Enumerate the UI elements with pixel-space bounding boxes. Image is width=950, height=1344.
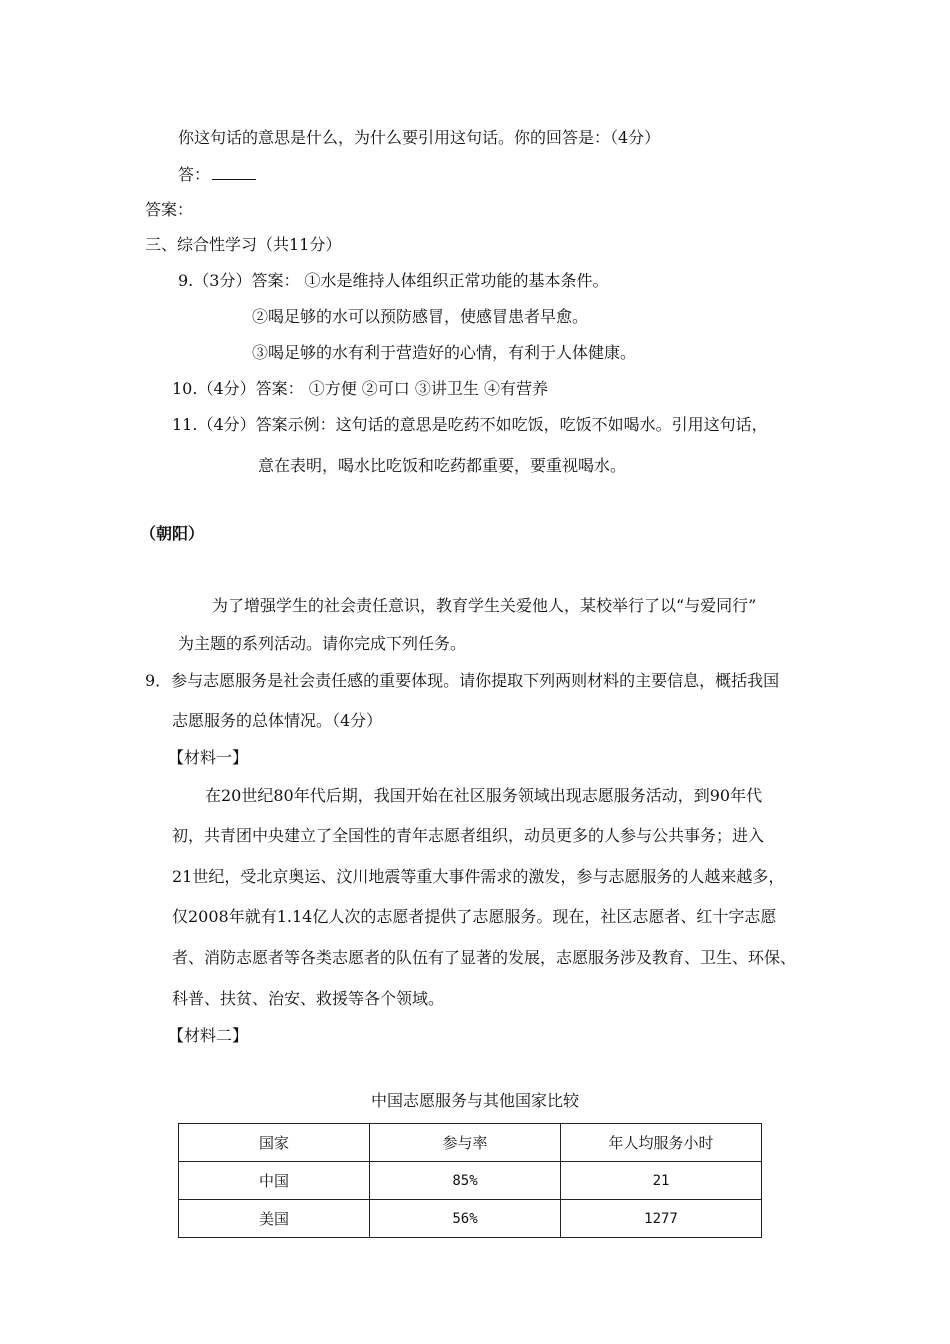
table-row <box>179 1162 762 1200</box>
table-header-row <box>179 1124 762 1162</box>
q9-answer-line3: ③喝足够的水有利于营造好的心情，有利于人体健康。 <box>252 343 637 362</box>
q9-answer-line2: ②喝足够的水可以预防感冒，使感冒患者早愈。 <box>252 307 589 326</box>
material1-line: 21世纪，受北京奥运、汶川地震等重大事件需求的激发，参与志愿服务的人越来越多， <box>172 867 785 886</box>
q11-answer-line1: 11.（4分）答案示例：这句话的意思是吃药不如吃饭，吃饭不如喝水。引用这句话， <box>172 415 768 434</box>
material1-line: 仅2008年就有1.14亿人次的志愿者提供了志愿服务。现在，社区志愿者、红十字志愿 <box>172 907 777 926</box>
column-header-hours: 年人均服务小时 <box>561 1124 762 1162</box>
material1-line: 者、消防志愿者等各类志愿者的队伍有了显著的发展，志愿服务涉及教育、卫生、环保、 <box>172 948 797 967</box>
intro-line1: 为了增强学生的社会责任意识，教育学生关爱他人，某校举行了以“与爱同行” <box>212 596 757 615</box>
material1-line: 初，共青团中央建立了全国性的青年志愿者组织，动员更多的人参与公共事务；进入 <box>172 826 765 845</box>
table-cell-hours: 1277 <box>561 1200 762 1238</box>
table-cell-rate: 85% <box>370 1162 561 1200</box>
district-heading: （朝阳） <box>140 524 205 543</box>
column-header-rate: 参与率 <box>370 1124 561 1162</box>
material1-line: 在20世纪80年代后期，我国开始在社区服务领域出现志愿服务活动，到90年代 <box>205 786 763 805</box>
table-row <box>179 1200 762 1238</box>
q9-answer-line1: 9.（3分）答案： ①水是维持人体组织正常功能的基本条件。 <box>178 271 609 290</box>
table-cell-hours: 21 <box>561 1162 762 1200</box>
answer-line <box>178 163 256 186</box>
question9-line1: 9．参与志愿服务是社会责任感的重要体现。请你提取下列两则材料的主要信息，概括我国 <box>145 671 780 690</box>
q11-answer-line2: 意在表明，喝水比吃饭和吃药都重要，要重视喝水。 <box>258 456 627 475</box>
column-header-country: 国家 <box>179 1124 370 1162</box>
table-title: 中国志愿服务与其他国家比较 <box>370 1091 579 1110</box>
q11-question: 你这句话的意思是什么，为什么要引用这句话。你的回答是：（4分） <box>178 128 661 147</box>
answer-blank[interactable] <box>212 163 256 180</box>
material2-label: 【材料二】 <box>168 1026 249 1045</box>
question9-line2: 志愿服务的总体情况。（4分） <box>172 711 383 730</box>
table-cell-rate: 56% <box>370 1200 561 1238</box>
answer-heading: 答案： <box>145 200 194 219</box>
table-cell-country: 美国 <box>179 1200 370 1238</box>
answer-label: 答： <box>178 165 211 184</box>
q10-answer: 10.（4分）答案： ①方便 ②可口 ③讲卫生 ④有营养 <box>172 379 548 398</box>
comparison-table <box>178 1123 762 1238</box>
material1-label: 【材料一】 <box>168 748 249 767</box>
section3-heading: 三、综合性学习（共11分） <box>145 235 342 254</box>
intro-line2: 为主题的系列活动。请你完成下列任务。 <box>178 634 467 653</box>
material1-line: 科普、扶贫、治安、救援等各个领域。 <box>172 989 445 1008</box>
table-cell-country: 中国 <box>179 1162 370 1200</box>
